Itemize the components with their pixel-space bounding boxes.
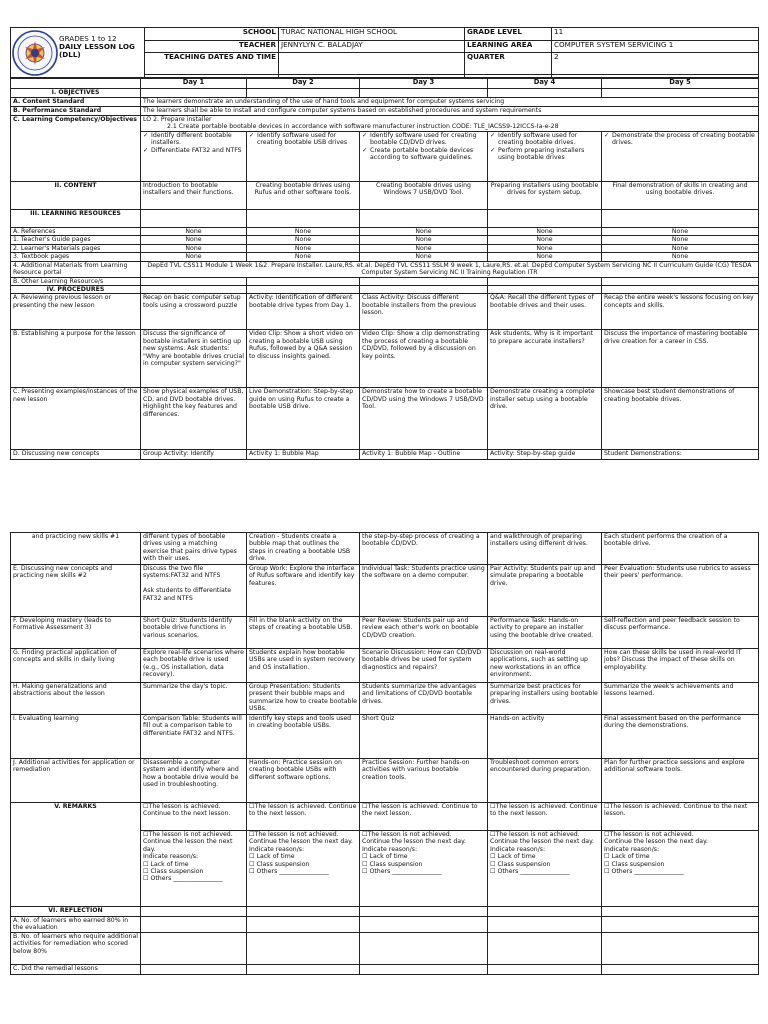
objective-item: ✓ Demonstrate the process of creating bootable drives. [604,132,756,147]
procedure-label: C. Presenting examples/instances of the new lesson [11,388,141,450]
teacher-label: TEACHER [145,41,279,53]
deped-seal-icon [11,29,59,77]
procedure-day-3: the step-by-step process of creating a bootable CD/DVD. [360,533,488,565]
resource-value: None [141,244,247,252]
procedure-row [11,683,759,715]
deped-logo-cell [11,28,145,78]
remarks-achieved-day-2: ☐The lesson is achieved. Continue to the next lesson. [247,803,360,831]
procedure-day-4: Troubleshoot common errors encountered during preparation. [488,759,602,803]
procedure-label: A. Reviewing previous lesson or presenting the new lesson [11,294,141,330]
teaching-dates-label: TEACHING DATES AND TIME [145,52,279,74]
procedure-day-5: Discuss the importance of mastering bootable drive creation for a career in CSS. [602,330,759,388]
procedure-row [11,715,759,759]
resource-value: None [360,244,488,252]
content-standard-label: A. Content Standard [11,98,141,107]
objective-item: ✓ Identify software used for creating bootable drives. [490,132,599,147]
procedure-row [11,330,759,388]
remarks-label: V. REMARKS [11,803,141,907]
dll-page-1 [10,27,758,482]
procedure-label: E. Discussing new concepts and practicing new skills #2 [11,565,141,617]
objective-item: ✓ Differentiate FAT32 and NTFS [143,147,244,154]
remarks-not-achieved-day-2: ☐The lesson is not achieved. Continue the lesson the next day. Indicate reason/s: ☐ Lack of time ☐ Class suspension ☐ Others ________________ [247,831,360,907]
procedure-day-2: Activity 1: Bubble Map [247,450,360,460]
procedure-day-2: Group Presentation: Students present their bubble maps and summarize how to create bootable USBs. [247,683,360,715]
procedure-day-5: Summarize the week's achievements and lessons learned. [602,683,759,715]
resource-value: None [247,236,360,244]
objectives-day-3 [360,132,488,182]
procedures-label: IV. PROCEDURES [11,286,141,294]
procedure-row [11,617,759,649]
procedure-day-2: Group Work: Explore the interface of Rufus software and identify key features. [247,565,360,617]
resource-value: None [247,253,360,261]
content-day-1: Introduction to bootable installers and their functions. [141,182,247,210]
resource-value: None [602,228,759,236]
resource-value: None [360,236,488,244]
remarks-not-achieved-day-1: ☐The lesson is not achieved. Continue the lesson the next day. Indicate reason/s: ☐ Lack of time ☐ Class suspension ☐ Others ________________ [141,831,247,907]
procedure-day-5: Recap the entire week's lessons focusing on key concepts and skills. [602,294,759,330]
procedure-day-1: Recap on basic computer setup tools using a crossword puzzle [141,294,247,330]
day-3-header: Day 3 [360,79,488,89]
procedure-row [11,388,759,450]
other-resources-label: B. Other Learning Resource/s [11,277,141,285]
reflection-label: VI. REFLECTION [11,907,141,917]
reflection-row [11,917,759,933]
procedure-day-2: Hands-on: Practice session on creating bootable USBs with different software options. [247,759,360,803]
resource-value: None [488,253,602,261]
procedure-day-1: Short Quiz: Students identify bootable drive functions in various scenarios. [141,617,247,649]
resource-label: 3. Textbook pages [11,253,141,261]
resource-value: None [247,228,360,236]
procedure-day-2: Students explain how bootable USBs are used in system recovery and OS installation. [247,649,360,683]
procedure-label: J. Additional activities for application or remediation [11,759,141,803]
procedure-day-4: and walkthrough of preparing installers using different drives. [488,533,602,565]
objective-item: ✓ Identify different bootable installers. [143,132,244,147]
procedure-day-4: Pair Activity: Students pair up and simulate preparing a bootable drive. [488,565,602,617]
procedure-label: G. Finding practical application of concepts and skills in daily living [11,649,141,683]
procedure-day-1: Summarize the day's topic. [141,683,247,715]
day-5-header: Day 5 [602,79,759,89]
procedure-day-1: Disassemble a computer system and identify where and how a bootable drive would be used in troubleshooting. [141,759,247,803]
procedure-label-cont: and practicing new skills #1 [11,533,141,565]
procedure-row [11,649,759,683]
resource-value: None [360,253,488,261]
school-value: TURAC NATIONAL HIGH SCHOOL [279,28,465,41]
resource-value: None [141,236,247,244]
resource-value: None [141,228,247,236]
remarks-achieved-day-4: ☐The lesson is achieved. Continue to the next lesson. [488,803,602,831]
lr-portal-label: 4. Additional Materials from Learning Resource portal [11,261,141,277]
procedure-row [11,294,759,330]
procedure-day-4: Activity: Step-by-step guide [488,450,602,460]
lr-portal-value: DepEd TVL CSS11 Module 1 Week 1&2. Prepare Installer. Laure,RS. et.al. DepEd TVL CSS11 SSLM 9 week 1, Laure,RS. et.al. DepEd Computer System Servicing NC II Curriculum Guide (CG) TESDA Computer System Servicing NC II Training Regulation ITR [141,261,759,277]
procedure-day-4: Summarize best practices for preparing installers using bootable drives. [488,683,602,715]
procedure-day-3: Demonstrate how to create a bootable CD/DVD using the Windows 7 USB/DVD Tool. [360,388,488,450]
procedure-day-2: Identify key steps and tools used in creating bootable USBs. [247,715,360,759]
procedure-row [11,450,759,460]
procedure-day-1: Comparison Table: Students will fill out a comparison table to differentiate FAT32 and NTFS. [141,715,247,759]
procedure-day-4: Discussion on real-world applications, such as setting up new workstations in an office environment. [488,649,602,683]
procedure-label: D. Discussing new concepts [11,450,141,460]
reflection-row [11,965,759,975]
objective-item: ✓ Identify software used for creating bootable CD/DVD drives. [362,132,485,147]
resource-value: None [360,228,488,236]
content-section-label: II. CONTENT [11,182,141,210]
procedure-day-4: Demonstrate creating a complete installer setup using a bootable drive. [488,388,602,450]
grade-level-value: 11 [552,28,759,41]
objectives-day-4 [488,132,602,182]
remarks-not-achieved-day-3: ☐The lesson is not achieved. Continue the lesson the next day. Indicate reason/s: ☐ Lack of time ☐ Class suspension ☐ Others ________________ [360,831,488,907]
procedure-day-5: Self-reflection and peer feedback session to discuss performance. [602,617,759,649]
procedure-day-2: Live Demonstration: Step-by-step guide on using Rufus to create a bootable USB drive. [247,388,360,450]
procedure-day-1: Group Activity: Identify [141,450,247,460]
remarks-achieved-day-5: ☐The lesson is achieved. Continue to the next lesson. [602,803,759,831]
learning-resources-label: III. LEARNING RESOURCES [11,210,141,228]
performance-standard-label: B. Performance Standard [11,107,141,116]
content-day-3: Creating bootable drives using Windows 7 USB/DVD Tool. [360,182,488,210]
procedure-day-3: Practice Session: Further hands-on activities with various bootable creation tools. [360,759,488,803]
procedure-label: F. Developing mastery (leads to Formative Assessment 3) [11,617,141,649]
procedure-day-1: Show physical examples of USB, CD, and DVD bootable drives. Highlight the key features and differences. [141,388,247,450]
remarks-not-achieved-day-4: ☐The lesson is not achieved. Continue the lesson the next day. Indicate reason/s: ☐ Lack of time ☐ Class suspension ☐ Others ________________ [488,831,602,907]
grades-label: GRADES 1 to 12 [59,34,117,43]
learning-area-value: COMPUTER SYSTEM SERVICING 1 [552,41,759,53]
procedure-row [11,565,759,617]
procedure-day-1: Discuss the two file systems:FAT32 and NTFS Ask students to differentiate FAT32 and NTFS [141,565,247,617]
learning-competency-code [141,116,759,132]
procedure-day-3: Peer Review: Students pair up and review each other's work on bootable CD/DVD creation. [360,617,488,649]
resource-row [11,228,759,236]
day-4-header: Day 4 [488,79,602,89]
quarter-value: 2 [552,52,759,74]
reflection-row [11,933,759,965]
procedure-label: I. Evaluating learning [11,715,141,759]
procedure-day-3: Class Activity: Discuss different bootable installers from the previous lesson. [360,294,488,330]
procedure-day-5: Student Demonstrations: [602,450,759,460]
procedure-row [11,759,759,803]
resource-value: None [488,236,602,244]
procedure-day-1: Discuss the significance of bootable installers in setting up new systems. Ask students: "Why are bootable drives crucial in computer system servicing?" [141,330,247,388]
resource-label: 1. Teacher's Guide pages [11,236,141,244]
procedure-day-2: Activity: Identification of different bootable drive types from Day 1. [247,294,360,330]
competency-lo: LO 2. Prepare installer [143,116,212,123]
procedure-label: B. Establishing a purpose for the lesson [11,330,141,388]
dll-main-table-page2 [10,532,759,975]
procedure-day-1: Explore real-life scenarios where each bootable drive is used (e.g., OS installation, data recovery). [141,649,247,683]
procedure-day-5: Plan for further practice sessions and explore additional software tools. [602,759,759,803]
content-standard-value: The learners demonstrate an understanding of the use of hand tools and equipment for computer systems servicing [141,98,759,107]
procedure-day-3: Individual Task: Students practice using the software on a demo computer. [360,565,488,617]
procedure-day-5: Showcase best student demonstrations of creating bootable drives. [602,388,759,450]
objectives-day-2 [247,132,360,182]
remarks-achieved-day-1: ☐The lesson is achieved. Continue to the next lesson. [141,803,247,831]
procedure-day-2: Creation - Students create a bubble map that outlines the steps in creating a bootable USB drive. [247,533,360,565]
procedure-day-3: Activity 1: Bubble Map - Outline [360,450,488,460]
procedure-day-5: How can these skills be used in real-world IT jobs? Discuss the impact of these skills on employability. [602,649,759,683]
reflection-item: A. No. of learners who earned 80% in the evaluation [11,917,141,933]
resource-label: 2. Learner's Materials pages [11,244,141,252]
day-1-header: Day 1 [141,79,247,89]
learning-competency-label: C. Learning Competency/Objectives [11,116,141,182]
quarter-label: QUARTER [465,52,552,74]
procedure-day-4: Ask students, Why is it important to prepare accurate installers? [488,330,602,388]
procedure-day-4: Hands-on activity [488,715,602,759]
school-label: SCHOOL [145,28,279,41]
reflection-row [11,907,759,917]
remarks-achieved-day-3: ☐The lesson is achieved. Continue to the next lesson. [360,803,488,831]
day-header-row [11,79,759,89]
remarks-row [11,803,759,831]
teaching-dates-value [279,52,465,74]
procedure-day-5: Each student performs the creation of a bootable drive. [602,533,759,565]
resource-value: None [141,253,247,261]
resource-row [11,236,759,244]
day-2-header: Day 2 [247,79,360,89]
resource-row [11,244,759,252]
objective-item: ✓ Perform preparing installers using bootable drives [490,147,599,162]
procedure-day-3: Video Clip: Show a clip demonstrating the process of creating a bootable CD/DVD, followed by a discussion on key points. [360,330,488,388]
objectives-heading: I. OBJECTIVES [11,89,141,98]
resource-value: None [602,244,759,252]
resource-value: None [488,228,602,236]
reflection-item: C. Did the remedial lessons [11,965,141,975]
procedure-day-2: Fill in the blank activity on the steps of creating a bootable USB. [247,617,360,649]
content-day-2: Creating bootable drives using Rufus and other software tools. [247,182,360,210]
performance-standard-value: The learners shall be able to install and configure computer systems based on established procedures and system requirements [141,107,759,116]
teacher-value: JENNYLYN C. BALADJAY [279,41,465,53]
resource-label: A. References [11,228,141,236]
procedure-day-5: Peer Evaluation: Students use rubrics to assess their peers' performance. [602,565,759,617]
procedure-day-3: Scenario Discussion: How can CD/DVD bootable drives be used for system diagnostics and repairs? [360,649,488,683]
procedure-day-1: different types of bootable drives using a matching exercise that pairs drive types with their uses. [141,533,247,565]
content-day-5: Final demonstration of skills in creating and using bootable drives. [602,182,759,210]
procedure-day-2: Video Clip: Show a short video on creating a bootable USB using Rufus, followed by a Q&A session to discuss insights gained. [247,330,360,388]
procedure-day-3: Students summarize the advantages and limitations of CD/DVD bootable drives. [360,683,488,715]
resource-value: None [488,244,602,252]
dll-page-2 [10,532,758,986]
resource-row [11,253,759,261]
objective-item: ✓ Create portable bootable devices according to software guidelines. [362,147,485,162]
procedure-row [11,533,759,565]
procedure-day-3: Short Quiz [360,715,488,759]
dll-header-table [10,27,759,78]
procedure-label: H. Making generalizations and abstractions about the lesson [11,683,141,715]
objective-item: ✓ Identify software used for creating bootable USB drives [249,132,357,147]
remarks-not-achieved-day-5: ☐The lesson is not achieved. Continue the lesson the next day. Indicate reason/s: ☐ Lack of time ☐ Class suspension ☐ Others ________________ [602,831,759,907]
content-day-4: Preparing installers using bootable drives for system setup. [488,182,602,210]
procedure-day-5: Final assessment based on the performance during the demonstrations. [602,715,759,759]
resource-value: None [247,244,360,252]
procedure-day-4: Performance Task: Hands-on activity to prepare an installer using the bootable drive created. [488,617,602,649]
objectives-day-1 [141,132,247,182]
resource-value: None [602,253,759,261]
dll-main-table-page1 [10,78,759,460]
competency-sub: 2.1 Create portable bootable devices in accordance with software manufacturer instruction CODE: TLE_IACSS9-12ICCS-Ia-e-28 [167,123,559,131]
learning-area-label: LEARNING AREA [465,41,552,53]
procedure-day-4: Q&A: Recall the different types of bootable drives and their uses. [488,294,602,330]
reflection-item: B. No. of learners who require additional activities for remediation who scored below 80% [11,933,141,965]
objectives-day-5 [602,132,759,182]
grade-level-label: GRADE LEVEL [465,28,552,41]
resource-value: None [602,236,759,244]
dll-title: DAILY LESSON LOG (DLL) [59,42,135,60]
